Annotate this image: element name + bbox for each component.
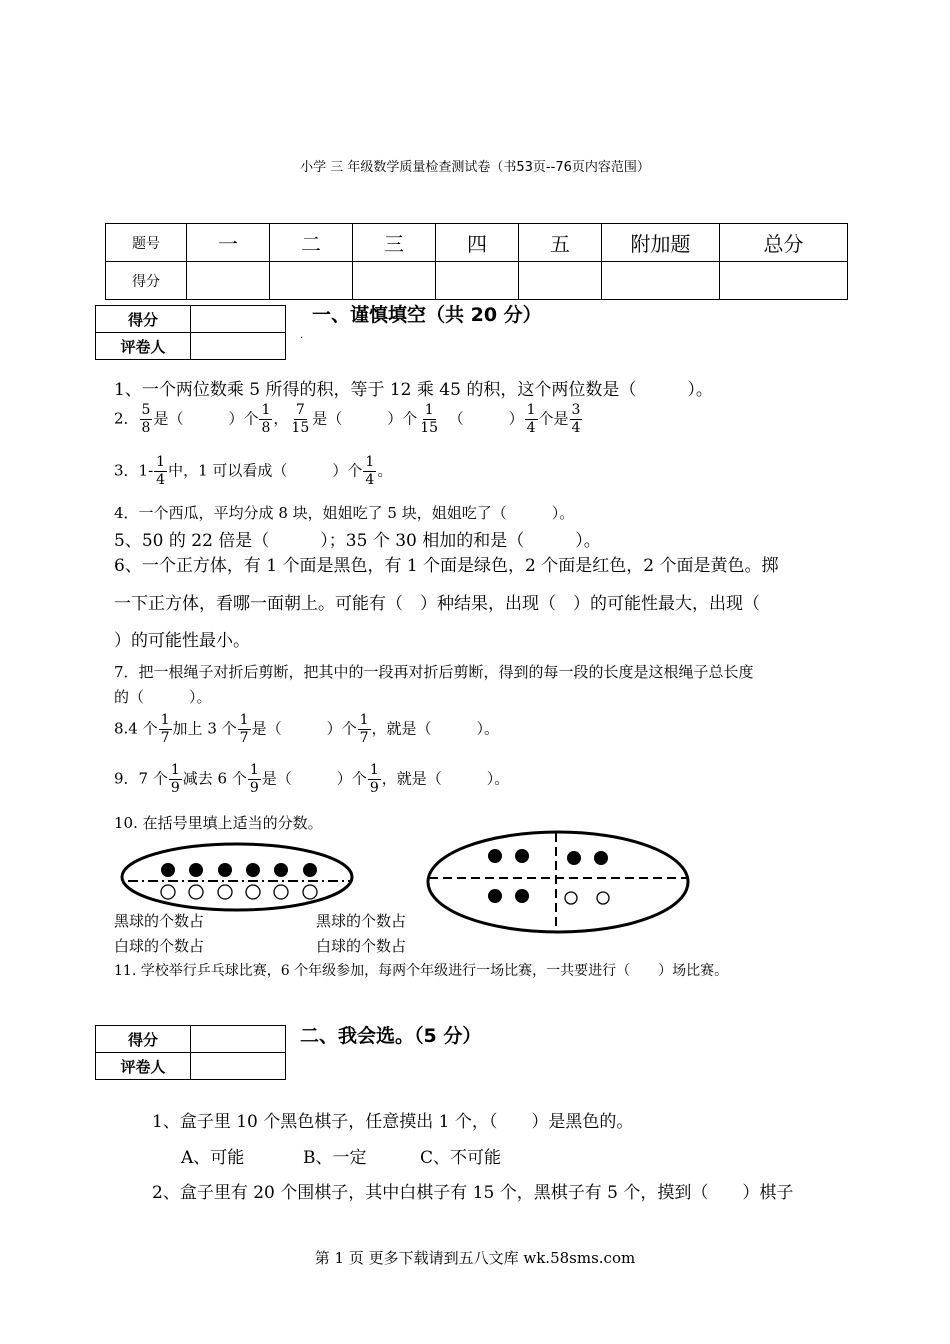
question-11: 11. 学校举行乒乓球比赛，6 个年级参加，每两个年级进行一场比赛，一共要进行（ ）场比赛。: [114, 963, 729, 979]
grader-score-cell[interactable]: [191, 306, 286, 333]
score-col: 附加题: [602, 224, 720, 262]
white-ball: [189, 885, 203, 899]
black-ball: [161, 863, 175, 877]
white-ball: [274, 885, 288, 899]
grader-label: 评卷人: [96, 333, 191, 360]
fraction: $\frac{1}{9}$: [369, 762, 379, 796]
question-9: 9．7 个 $\frac{1}{9}$ 减去 6 个 $\frac{1}{9}$ 是（ ）个 $\frac{1}{9}$ ，就是（ ）。: [114, 762, 510, 796]
black-ball: [515, 849, 529, 863]
section2-heading: 二、我会选。（5 分）: [300, 1025, 482, 1047]
black-ball: [218, 863, 232, 877]
score-col: 一: [187, 224, 270, 262]
left-ellipse: [122, 844, 352, 910]
fraction: $\frac{1}{7}$: [239, 712, 249, 746]
black-ball: [246, 863, 260, 877]
page-footer: 第 1 页 更多下载请到五八文库 wk.58sms.com: [314, 1249, 636, 1267]
choice-question-2: 2、盒子里有 20 个围棋子，其中白棋子有 15 个，黑棋子有 5 个，摸到（ ）棋子: [152, 1183, 794, 1203]
score-table-header: 题号: [106, 224, 187, 262]
white-ball: [161, 885, 175, 899]
black-ball: [303, 863, 317, 877]
black-ball: [488, 849, 502, 863]
black-ball: [274, 863, 288, 877]
left-black-balls: [161, 863, 317, 877]
fraction: $\frac{1}{8}$: [261, 402, 271, 436]
score-table-header: 得分: [106, 262, 187, 300]
white-ball: [303, 885, 317, 899]
question-8: 8.4 个 $\frac{1}{7}$ 加上 3 个 $\frac{1}{7}$ 是（ ）个 $\frac{1}{7}$ ，就是（ ）。: [114, 712, 500, 746]
white-ball: [597, 892, 609, 904]
score-cell[interactable]: [187, 262, 270, 300]
score-cell[interactable]: [602, 262, 720, 300]
choice-option-c[interactable]: C、不可能: [420, 1148, 502, 1168]
question-7-line-1: 7．把一根绳子对折后剪断，把其中的一段再对折后剪断，得到的每一段的长度是这根绳子总长度: [114, 663, 754, 681]
section1-heading: 一、谨慎填空（共 20 分）: [312, 304, 542, 326]
score-col: 二: [270, 224, 353, 262]
score-table: [105, 223, 848, 300]
grader-box: [95, 305, 286, 360]
score-col: 三: [353, 224, 436, 262]
score-cell[interactable]: [519, 262, 602, 300]
grader-score-cell[interactable]: [191, 1026, 286, 1053]
white-ball: [218, 885, 232, 899]
choice-option-b[interactable]: B、一定: [303, 1148, 367, 1168]
question-4: 4．一个西瓜，平均分成 8 块，姐姐吃了 5 块，姐姐吃了（ ）。: [114, 504, 575, 522]
grader-label: 评卷人: [96, 1053, 191, 1080]
fraction: $\frac{5}{8}$: [141, 402, 151, 436]
score-cell[interactable]: [720, 262, 848, 300]
score-cell[interactable]: [353, 262, 436, 300]
fraction: $\frac{1}{7}$: [359, 712, 369, 746]
score-col: 五: [519, 224, 602, 262]
question-10: 10. 在括号里填上适当的分数。: [114, 814, 323, 832]
question-6-line-1: 6、一个正方体，有 1 个面是黑色，有 1 个面是绿色，2 个面是红色，2 个面是黄色。掷: [114, 556, 779, 576]
section1-dot: .: [300, 330, 304, 341]
right-ball-figure: [425, 828, 695, 938]
fraction: $\frac{1}{9}$: [170, 762, 180, 796]
black-ball: [515, 889, 529, 903]
page-title: 小学 三 年级数学质量检查测试卷（书53页--76页内容范围）: [300, 160, 650, 175]
grader-score-label: 得分: [96, 1026, 191, 1053]
score-cell[interactable]: [436, 262, 519, 300]
choice-question-1: 1、盒子里 10 个黑色棋子，任意摸出 1 个，（ ）是黑色的。: [152, 1112, 634, 1132]
white-ball: [565, 892, 577, 904]
right-black-label: 黑球的个数占: [316, 912, 407, 930]
right-ellipse: [428, 832, 688, 932]
grader-cell[interactable]: [191, 333, 286, 360]
fraction: $\frac{1}{15}$: [420, 402, 439, 436]
score-col: 总分: [720, 224, 848, 262]
question-7-line-2: 的（ ）。: [114, 688, 212, 706]
white-ball: [246, 885, 260, 899]
black-ball: [488, 889, 502, 903]
score-cell[interactable]: [270, 262, 353, 300]
grader-cell[interactable]: [191, 1053, 286, 1080]
question-5: 5、50 的 22 倍是（ ）；35 个 30 相加的和是（ ）。: [114, 531, 601, 551]
black-ball: [594, 851, 608, 865]
left-white-balls: [161, 885, 317, 899]
fraction: $\frac{7}{15}$: [291, 402, 310, 436]
question-1: 1、一个两位数乘 5 所得的积，等于 12 乘 45 的积，这个两位数是（ ）。: [114, 380, 713, 400]
grader-box: [95, 1025, 286, 1080]
choice-option-a[interactable]: A、可能: [181, 1148, 245, 1168]
score-col: 四: [436, 224, 519, 262]
fraction: $\frac{1}{4}$: [365, 454, 375, 488]
black-ball: [567, 851, 581, 865]
left-white-label: 白球的个数占: [114, 937, 205, 955]
question-3: 3．1- $\frac{1}{4}$ 中，1 可以看成（ ）个 $\frac{1}{4}$ 。: [114, 454, 393, 488]
fraction: $\frac{1}{7}$: [160, 712, 170, 746]
question-2: 2． $\frac{5}{8}$ 是（ ）个 $\frac{1}{8}$ ， $\frac{7}{15}$ 是（ ）个 $\frac{1}{15}$ （ ） $\frac{1}{4}$ 个是 $\frac{3}{4}$: [114, 402, 581, 436]
fraction: $\frac{3}{4}$: [571, 402, 581, 436]
fraction: $\frac{1}{4}$: [526, 402, 536, 436]
question-6-line-3: ）的可能性最小。: [114, 631, 250, 651]
left-black-label: 黑球的个数占: [114, 912, 205, 930]
right-white-label: 白球的个数占: [316, 937, 407, 955]
grader-score-label: 得分: [96, 306, 191, 333]
black-ball: [189, 863, 203, 877]
fraction: $\frac{1}{4}$: [156, 454, 166, 488]
question-6-line-2: 一下正方体，看哪一面朝上。可能有（ ）种结果，出现（ ）的可能性最大，出现（: [114, 594, 760, 614]
fraction: $\frac{1}{9}$: [249, 762, 259, 796]
left-ball-figure: [120, 835, 360, 917]
